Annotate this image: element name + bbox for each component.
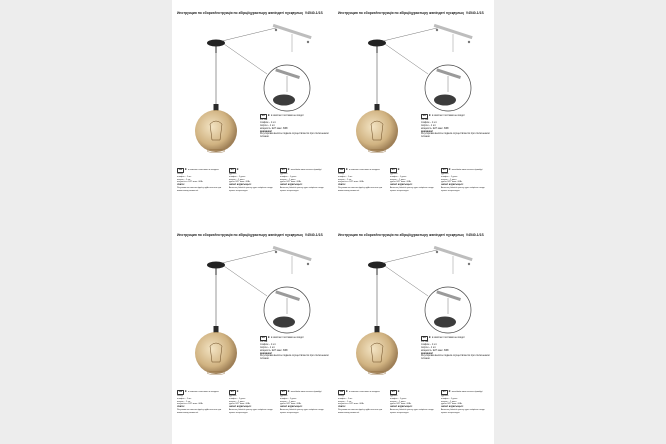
lang-block: UA ✱в комплект поставки не входить склад: плафон – 1 шт. патрон – 1 шт. потужність: Е27 макс. 60Вт УВАГА! Регулювання висоти підвісу здійснюється при вимкненому живленні.	[177, 390, 222, 414]
lamp-socket	[375, 104, 380, 111]
page-title: Инструкция по сборке/інструкція по збірці/құрастыру жөніндегі нұсқаулық V4540-1/1S	[177, 233, 323, 237]
lang-block: KZ ✱ құрамы: плафон – 1 дана патрон – 1 дана қуаты: Е27 макс. 60Вт НАЗАР АУДАРЫҢЫЗ! Аспаның биіктігін реттеу қуат өшірілген кезде жүзеге асырылады.	[390, 168, 434, 192]
instruction-page	[172, 222, 333, 444]
lamp-note: RU ✱в комплект поставки не входит состав: плафон – 1 шт. патрон – 1 шт. мощность: Е27 макс. 60Вт внимание! Регулировка высоты подвеса осуществляется при отключенном питании.	[421, 336, 490, 361]
glass-shade	[195, 110, 237, 152]
lang-block: KZ ✱ құрамы: плафон – 1 дана патрон – 1 дана қуаты: Е27 макс. 60Вт НАЗАР АУДАРЫҢЫЗ! Аспаның биіктігін реттеу қуат өшірілген кезде жүзеге асырылады.	[229, 390, 273, 414]
instruction-page	[333, 222, 494, 444]
instruction-page	[172, 0, 333, 222]
lamp-socket	[214, 326, 219, 333]
lamp-note: RU ✱в комплект поставки не входит состав: плафон – 1 шт. патрон – 1 шт. мощность: Е27 макс. 60Вт внимание! Регулировка высоты подвеса осуществляется при отключенном питании.	[260, 336, 329, 361]
lang-block: KZ ✱ құрамы: плафон – 1 дана патрон – 1 дана қуаты: Е27 макс. 60Вт НАЗАР АУДАРЫҢЫЗ! Аспаның биіктігін реттеу қуат өшірілген кезде жүзеге асырылады.	[390, 390, 434, 414]
lamp-note: RU ✱в комплект поставки не входит состав: плафон – 1 шт. патрон – 1 шт. мощность: Е27 макс. 60Вт внимание! Регулировка высоты подвеса осуществляется при отключенном питании.	[421, 114, 490, 139]
page-title: Инструкция по сборке/інструкція по збірці/құрастыру жөніндегі нұсқаулық V4540-1/1S	[338, 233, 484, 237]
lamp-note: RU ✱в комплект поставки не входит состав: плафон – 1 шт. патрон – 1 шт. мощность: Е27 макс. 60Вт внимание! Регулировка высоты подвеса осуществляется при отключенном питании.	[260, 114, 329, 139]
lang-block: UA ✱в комплект поставки не входить склад: плафон – 1 шт. патрон – 1 шт. потужність: Е27 макс. 60Вт УВАГА! Регулювання висоти підвісу здійснюється при вимкненому живленні.	[177, 168, 222, 192]
glass-shade	[195, 332, 237, 374]
lang-block: KZ ✱жеткізілім жиынтығына кірмейді құрамы: плафон – 1 дана патрон – 1 дана қуаты: Е27 макс. 60Вт НАЗАР АУДАРЫҢЫЗ! Аспаның биіктігін реттеу қуат өшірілген кезде жүзеге асырылады.	[441, 168, 485, 192]
page-title: Инструкция по сборке/інструкція по збірці/құрастыру жөніндегі нұсқаулық V4540-1/1S	[177, 11, 323, 15]
lang-block: KZ ✱ құрамы: плафон – 1 дана патрон – 1 дана қуаты: Е27 макс. 60Вт НАЗАР АУДАРЫҢЫЗ! Аспаның биіктігін реттеу қуат өшірілген кезде жүзеге асырылады.	[229, 168, 273, 192]
glass-shade	[356, 110, 398, 152]
lang-block: UA ✱в комплект поставки не входить склад: плафон – 1 шт. патрон – 1 шт. потужність: Е27 макс. 60Вт УВАГА! Регулювання висоти підвісу здійснюється при вимкненому живленні.	[338, 168, 383, 192]
lang-block: KZ ✱жеткізілім жиынтығына кірмейді құрамы: плафон – 1 дана патрон – 1 дана қуаты: Е27 макс. 60Вт НАЗАР АУДАРЫҢЫЗ! Аспаның биіктігін реттеу қуат өшірілген кезде жүзеге асырылады.	[280, 168, 324, 192]
lang-block: KZ ✱жеткізілім жиынтығына кірмейді құрамы: плафон – 1 дана патрон – 1 дана қуаты: Е27 макс. 60Вт НАЗАР АУДАРЫҢЫЗ! Аспаның биіктігін реттеу қуат өшірілген кезде жүзеге асырылады.	[441, 390, 485, 414]
lang-block: KZ ✱жеткізілім жиынтығына кірмейді құрамы: плафон – 1 дана патрон – 1 дана қуаты: Е27 макс. 60Вт НАЗАР АУДАРЫҢЫЗ! Аспаның биіктігін реттеу қуат өшірілген кезде жүзеге асырылады.	[280, 390, 324, 414]
page-title: Инструкция по сборке/інструкція по збірці/құрастыру жөніндегі нұсқаулық V4540-1/1S	[338, 11, 484, 15]
lamp-socket	[375, 326, 380, 333]
instruction-page	[333, 0, 494, 222]
lamp-socket	[214, 104, 219, 111]
glass-shade	[356, 332, 398, 374]
lang-block: UA ✱в комплект поставки не входить склад: плафон – 1 шт. патрон – 1 шт. потужність: Е27 макс. 60Вт УВАГА! Регулювання висоти підвісу здійснюється при вимкненому живленні.	[338, 390, 383, 414]
